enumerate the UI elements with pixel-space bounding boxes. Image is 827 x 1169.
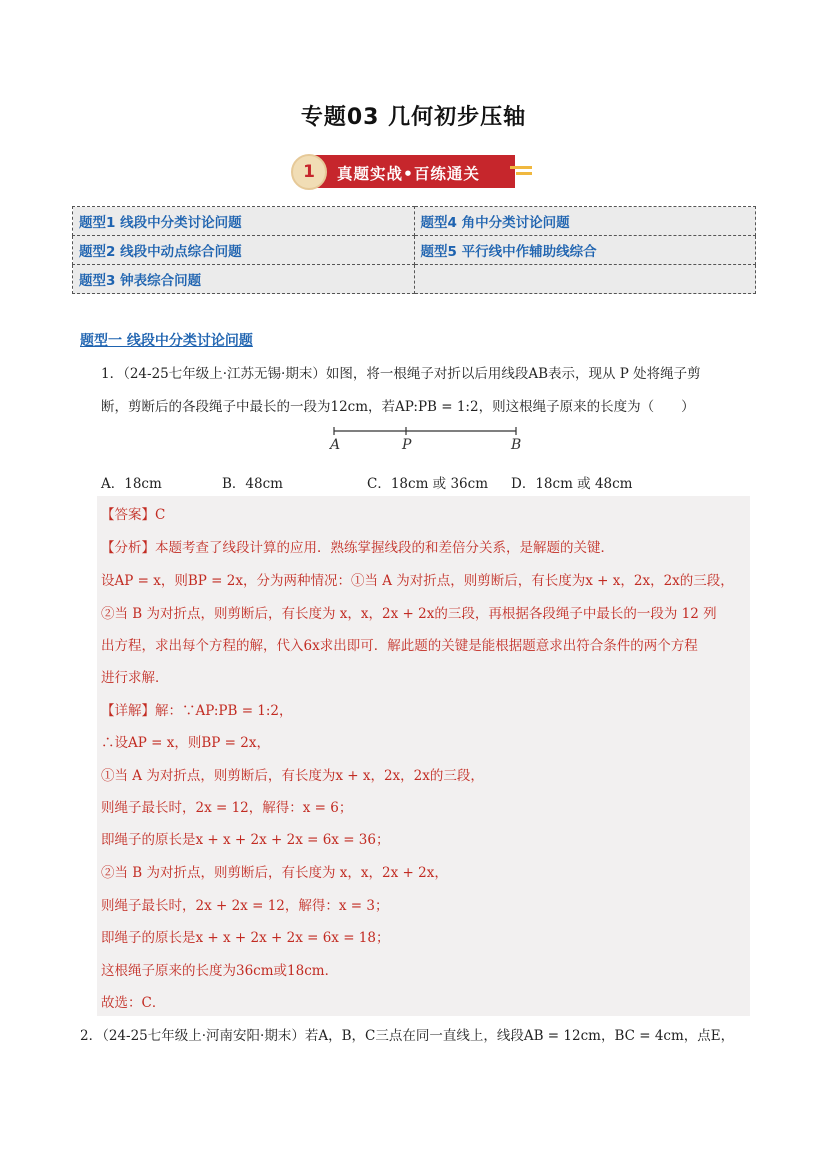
detail-line-2: ∴设AP = x，则BP = 2x，	[101, 735, 270, 751]
detail-line-10: 故选：C．	[101, 995, 166, 1011]
detail-line-8: 即绳子的原长是x + x + 2x + 2x = 6x = 18；	[101, 930, 390, 946]
label-a: A	[330, 437, 341, 453]
segment-figure	[328, 425, 526, 455]
analysis-line-2: 设AP = x，则BP = 2x，分为两种情况：①当 A 为对折点，则剪断后，有长度为x + x，2x，2x的三段，	[101, 573, 734, 589]
detail-line-5: 即绳子的原长是x + x + 2x + 2x = 6x = 36；	[101, 832, 390, 848]
table-row	[73, 236, 756, 265]
topic-link-4[interactable]: 题型4 角中分类讨论问题	[414, 207, 756, 236]
section-banner	[291, 152, 533, 194]
analysis-line-3: ②当 B 为对折点，则剪断后，有长度为 x，x，2x + 2x的三段，再根据各段绳子中最长的一段为 12 列	[101, 606, 717, 622]
question-1-line-2: 断，剪断后的各段绳子中最长的一段为12cm，若AP:PB = 1:2，则这根绳子原来的长度为（ ）	[101, 399, 695, 415]
detail-line-3: ①当 A 为对折点，则剪断后，有长度为x + x，2x，2x的三段，	[101, 768, 484, 784]
option-a: A．18cm	[101, 476, 162, 492]
topic-empty-cell	[414, 265, 756, 294]
detail-line-1: 【详解】解：∵AP:PB = 1:2，	[101, 703, 293, 719]
banner-stripes-icon	[510, 166, 532, 178]
detail-line-9: 这根绳子原来的长度为36cm或18cm．	[101, 963, 339, 979]
topic-link-3[interactable]: 题型3 钟表综合问题	[73, 265, 415, 294]
topic-link-5[interactable]: 题型5 平行线中作辅助线综合	[414, 236, 756, 265]
question-2-line-1: 2．（24-25七年级上·河南安阳·期末）若A，B，C三点在同一直线上，线段AB = 12cm，BC = 4cm，点E，	[80, 1028, 735, 1044]
table-row	[73, 207, 756, 236]
banner-number-badge: 1	[291, 154, 327, 190]
page-title: 专题03 几何初步压轴	[300, 105, 527, 130]
answer-line: 【答案】C	[101, 507, 166, 523]
topic-link-1[interactable]: 题型1 线段中分类讨论问题	[73, 207, 415, 236]
label-p: P	[402, 437, 412, 453]
option-b: B．48cm	[222, 476, 283, 492]
detail-line-7: 则绳子最长时，2x + 2x = 12，解得：x = 3；	[101, 898, 389, 914]
topic-table	[72, 206, 756, 294]
topic-link-2[interactable]: 题型2 线段中动点综合问题	[73, 236, 415, 265]
analysis-line-5: 进行求解．	[101, 670, 169, 686]
banner-text: 真题实战•百练通关	[337, 165, 480, 183]
label-b: B	[511, 437, 522, 453]
table-row	[73, 265, 756, 294]
section-heading[interactable]: 题型一 线段中分类讨论问题	[80, 333, 253, 349]
detail-line-6: ②当 B 为对折点，则剪断后，有长度为 x，x，2x + 2x，	[101, 865, 448, 881]
analysis-line-1: 【分析】本题考查了线段计算的应用．熟练掌握线段的和差倍分关系，是解题的关键．	[101, 540, 614, 556]
option-c: C．18cm 或 36cm	[367, 476, 488, 492]
option-d: D．18cm 或 48cm	[511, 476, 633, 492]
detail-line-4: 则绳子最长时，2x = 12，解得：x = 6；	[101, 800, 353, 816]
analysis-line-4: 出方程，求出每个方程的解，代入6x求出即可．解此题的关键是能根据题意求出符合条件的两个方程	[101, 638, 698, 654]
question-1-line-1: 1．（24-25七年级上·江苏无锡·期末）如图，将一根绳子对折以后用线段AB表示，现从 P 处将绳子剪	[101, 366, 701, 382]
